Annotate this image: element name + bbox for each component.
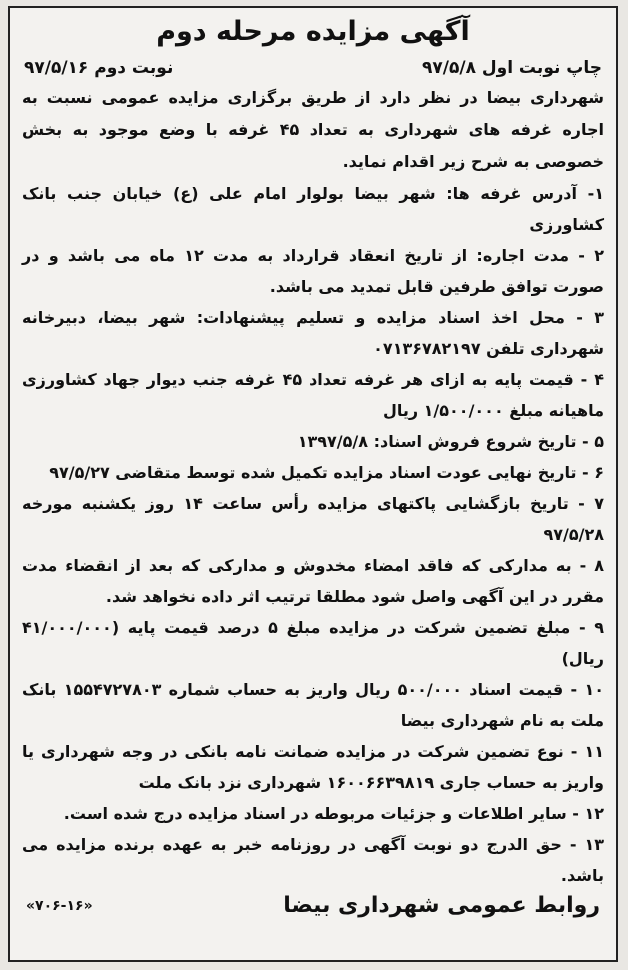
notice-item-8: ۸ - به مدارکی که فاقد امضاء مخدوش و مدارکی که بعد از انقضاء مدت مقرر در این آگهی واصل شود مطلقا ترتیب اثر داده نخواهد شد. [22, 556, 604, 606]
notice-item-6: ۶ - تاریخ نهایی عودت اسناد مزایده تکمیل شده توسط متقاضی ۹۷/۵/۲۷ [49, 463, 604, 482]
notice-item-9: ۹ - مبلغ تضمین شرکت در مزایده مبلغ ۵ درصد قیمت پایه (۴۱/۰۰۰/۰۰۰ ریال) [22, 618, 604, 668]
notice-item-13: ۱۳ - حق الدرج دو نوبت آگهی در روزنامه خبر به عهده برنده مزایده می باشد. [22, 835, 604, 885]
notice-item-7: ۷ - تاریخ بازگشایی پاکتهای مزایده رأس ساعت ۱۴ روز یکشنبه مورخه ۹۷/۵/۲۸ [22, 494, 604, 544]
notice-page [8, 6, 618, 962]
notice-item-10: ۱۰ - قیمت اسناد ۵۰۰/۰۰۰ ریال واریز به حساب شماره ۱۵۵۴۷۲۷۸۰۳ بانک ملت به نام شهرداری بیضا [22, 680, 605, 730]
notice-item-11: ۱۱ - نوع تضمین شرکت در مزایده ضمانت نامه بانکی در وجه شهرداری یا واریز به حساب جاری ۱۶۰۰۶۶۳۹۸۱۹ شهرداری نزد بانک ملت [22, 742, 604, 792]
notice-item-12: ۱۲ - سایر اطلاعات و جزئیات مربوطه در اسناد مزایده درج شده است. [63, 804, 604, 823]
notice-footer [22, 893, 604, 918]
intro-paragraph: شهرداری بیضا در نظر دارد از طریق برگزاری مزایده عمومی نسبت به اجاره غرفه های شهرداری به تعداد ۴۵ غرفه با وضع موجود به بخش خصوصی به شرح زیر اقدام نماید. [22, 88, 605, 171]
print-dates [22, 54, 604, 82]
notice-title: آگهی مزایده مرحله دوم [156, 16, 470, 47]
notice-code: «۷۰۶-۱۶» [26, 897, 93, 914]
first-print-date: چاپ نوبت اول ۹۷/۵/۸ [422, 58, 602, 78]
signature: روابط عمومی شهرداری بیضا [283, 893, 600, 918]
notice-item-3: ۳ - محل اخذ اسناد مزایده و تسلیم پیشنهادات: شهر بیضا، دبیرخانه شهرداری تلفن ۰۷۱۳۶۷۸۲۱۹۷ [22, 308, 604, 358]
notice-item-5: ۵ - تاریخ شروع فروش اسناد: ۱۳۹۷/۵/۸ [297, 432, 604, 451]
second-print-date: نوبت دوم ۹۷/۵/۱۶ [24, 58, 174, 78]
notice-item-2: ۲ - مدت اجاره: از تاریخ انعقاد قرارداد به مدت ۱۲ ماه می باشد و در صورت توافق طرفین قابل تمدید می باشد. [22, 246, 604, 296]
notice-item-4: ۴ - قیمت پایه به ازای هر غرفه تعداد ۴۵ غرفه جنب دیوار جهاد کشاورزی ماهیانه مبلغ ۱/۵۰۰/۰۰۰ ریال [22, 370, 605, 420]
notice-item-1: ۱- آدرس غرفه ها: شهر بیضا بولوار امام علی (ع) خیابان جنب بانک کشاورزی [22, 184, 604, 234]
